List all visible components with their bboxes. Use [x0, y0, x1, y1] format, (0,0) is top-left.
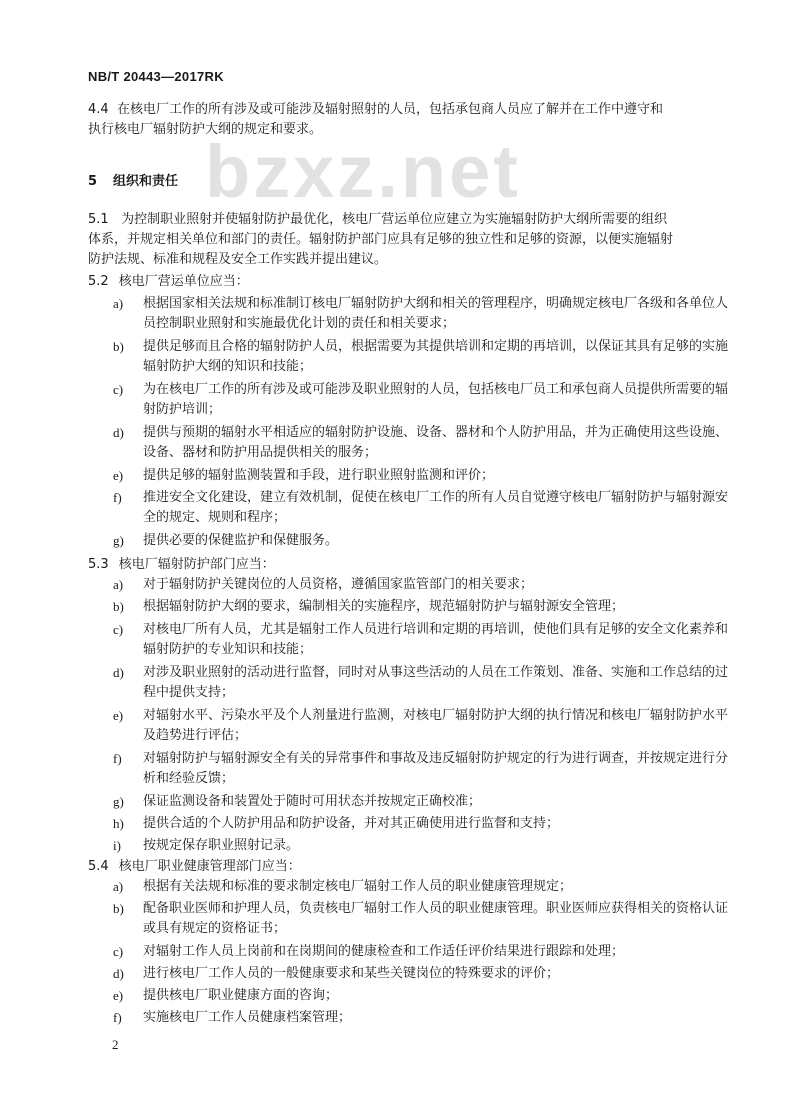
- list-item-text: 对涉及职业照射的活动进行监督，同时对从事这些活动的人员在工作策划、准备、实施和工作总结的过程中提供支持；: [143, 665, 729, 700]
- list-item-text: 推进安全文化建设，建立有效机制，促使在核电厂工作的所有人员自觉遵守核电厂辐射防护与辐射源安全的规定、规则和程序；: [143, 490, 729, 525]
- list-marker: f): [113, 1010, 122, 1025]
- page-number: 2: [112, 1037, 119, 1052]
- list-marker: g): [113, 533, 124, 548]
- paragraph-4-4: [88, 100, 738, 140]
- paragraph-5-1: [88, 210, 738, 270]
- list-marker: h): [113, 816, 124, 831]
- list-marker: b): [113, 901, 124, 916]
- list-marker: d): [113, 665, 124, 680]
- list-item-text: 提供合适的个人防护用品和防护设备，并对其正确使用进行监督和支持；: [143, 816, 560, 831]
- list-marker: a): [113, 577, 124, 592]
- list-item-text: 提供与预期的辐射水平相适应的辐射防护设施、设备、器材和个人防护用品，并为正确使用这些设施、设备、器材和防护用品提供相关的服务；: [143, 425, 729, 460]
- list-marker: e): [113, 468, 124, 483]
- list-marker: e): [113, 708, 124, 723]
- list-marker: d): [113, 966, 124, 981]
- list-item-text: 实施核电厂工作人员健康档案管理；: [143, 1010, 352, 1025]
- list-item-text: 进行核电厂工作人员的一般健康要求和某些关键岗位的特殊要求的评价；: [143, 966, 560, 981]
- paragraph-line: 在核电厂工作的所有涉及或可能涉及辐射照射的人员，包括承包商人员应了解并在工作中遵守和: [116, 102, 663, 117]
- standard-header: NB/T 20443—2017RK: [88, 69, 224, 84]
- list-item-text: 提供核电厂职业健康方面的咨询；: [143, 988, 339, 1003]
- clause-number: 5.4: [88, 859, 109, 874]
- clause-title: 核电厂辐射防护部门应当：: [118, 557, 275, 572]
- clause-number: 5.2: [88, 274, 109, 289]
- list-marker: c): [113, 382, 124, 397]
- section-title: 组织和责任: [113, 174, 179, 189]
- section-heading: [88, 170, 178, 189]
- list-marker: a): [113, 879, 124, 894]
- list-item-text: 为在核电厂工作的所有涉及或可能涉及职业照射的人员，包括核电厂员工和承包商人员提供所需要的辐射防护培训；: [143, 382, 729, 417]
- list-item-text: 对于辐射防护关键岗位的人员资格，遵循国家监管部门的相关要求；: [143, 577, 534, 592]
- list-marker: b): [113, 339, 124, 354]
- list-marker: c): [113, 622, 124, 637]
- paragraph-line: 为控制职业照射并使辐射防护最优化，核电厂营运单位应建立为实施辐射防护大纲所需要的组织: [121, 212, 668, 227]
- list-item-text: 按规定保存职业照射记录。: [143, 838, 300, 853]
- list-marker: b): [113, 599, 124, 614]
- clause-title: 核电厂营运单位应当：: [118, 274, 249, 289]
- clause-number: 4.4: [88, 102, 109, 117]
- list-item-text: 对核电厂所有人员，尤其是辐射工作人员进行培训和定期的再培训，使他们具有足够的安全文化素养和辐射防护的专业知识和技能；: [143, 622, 729, 657]
- list-item-text: 提供足够的辐射监测装置和手段，进行职业照射监测和评价；: [143, 468, 495, 483]
- list-item-text: 提供足够而且合格的辐射防护人员，根据需要为其提供培训和定期的再培训，以保证其具有足够的实施辐射防护大纲的知识和技能；: [143, 339, 729, 374]
- paragraph-line: 体系，并规定相关单位和部门的责任。辐射防护部门应具有足够的独立性和足够的资源，以便实施辐射: [88, 232, 674, 247]
- list-marker: f): [113, 751, 122, 766]
- clause-title: 核电厂职业健康管理部门应当：: [118, 859, 301, 874]
- list-marker: e): [113, 988, 124, 1003]
- list-marker: c): [113, 944, 124, 959]
- list-marker: f): [113, 490, 122, 505]
- list-item-text: 对辐射水平、污染水平及个人剂量进行监测，对核电厂辐射防护大纲的执行情况和核电厂辐射防护水平及趋势进行评估；: [143, 708, 729, 743]
- clause-number: 5.3: [88, 557, 109, 572]
- list-marker: d): [113, 425, 124, 440]
- clause-5-2-heading: [88, 272, 738, 292]
- watermark: bzxz.net: [205, 130, 521, 213]
- clause-5-3-heading: [88, 555, 738, 575]
- paragraph-line: 执行核电厂辐射防护大纲的规定和要求。: [88, 122, 323, 137]
- paragraph-line: 防护法规、标准和规程及安全工作实践并提出建议。: [88, 252, 388, 267]
- section-number: 5: [88, 174, 98, 189]
- list-marker: g): [113, 794, 124, 809]
- list-marker: a): [113, 296, 124, 311]
- clause-5-4-heading: [88, 857, 738, 877]
- clause-number: 5.1: [88, 212, 109, 227]
- list-item-text: 根据有关法规和标准的要求制定核电厂辐射工作人员的职业健康管理规定；: [143, 879, 573, 894]
- list-item-text: 对辐射工作人员上岗前和在岗期间的健康检查和工作适任评价结果进行跟踪和处理；: [143, 944, 625, 959]
- list-item-text: 对辐射防护与辐射源安全有关的异常事件和事故及违反辐射防护规定的行为进行调查，并按规定进行分析和经验反馈；: [143, 751, 729, 786]
- list-item-text: 根据辐射防护大纲的要求，编制相关的实施程序，规范辐射防护与辐射源安全管理；: [143, 599, 625, 614]
- list-item-text: 提供必要的保健监护和保健服务。: [143, 533, 339, 548]
- list-item-text: 保证监测设备和装置处于随时可用状态并按规定正确校准；: [143, 794, 482, 809]
- list-item-text: 根据国家相关法规和标准制订核电厂辐射防护大纲和相关的管理程序，明确规定核电厂各级和各单位人员控制职业照射和实施最优化计划的责任和相关要求；: [143, 296, 729, 331]
- list-item-text: 配备职业医师和护理人员，负责核电厂辐射工作人员的职业健康管理。职业医师应获得相关的资格认证或具有规定的资格证书；: [143, 901, 729, 936]
- list-marker: i): [113, 838, 121, 853]
